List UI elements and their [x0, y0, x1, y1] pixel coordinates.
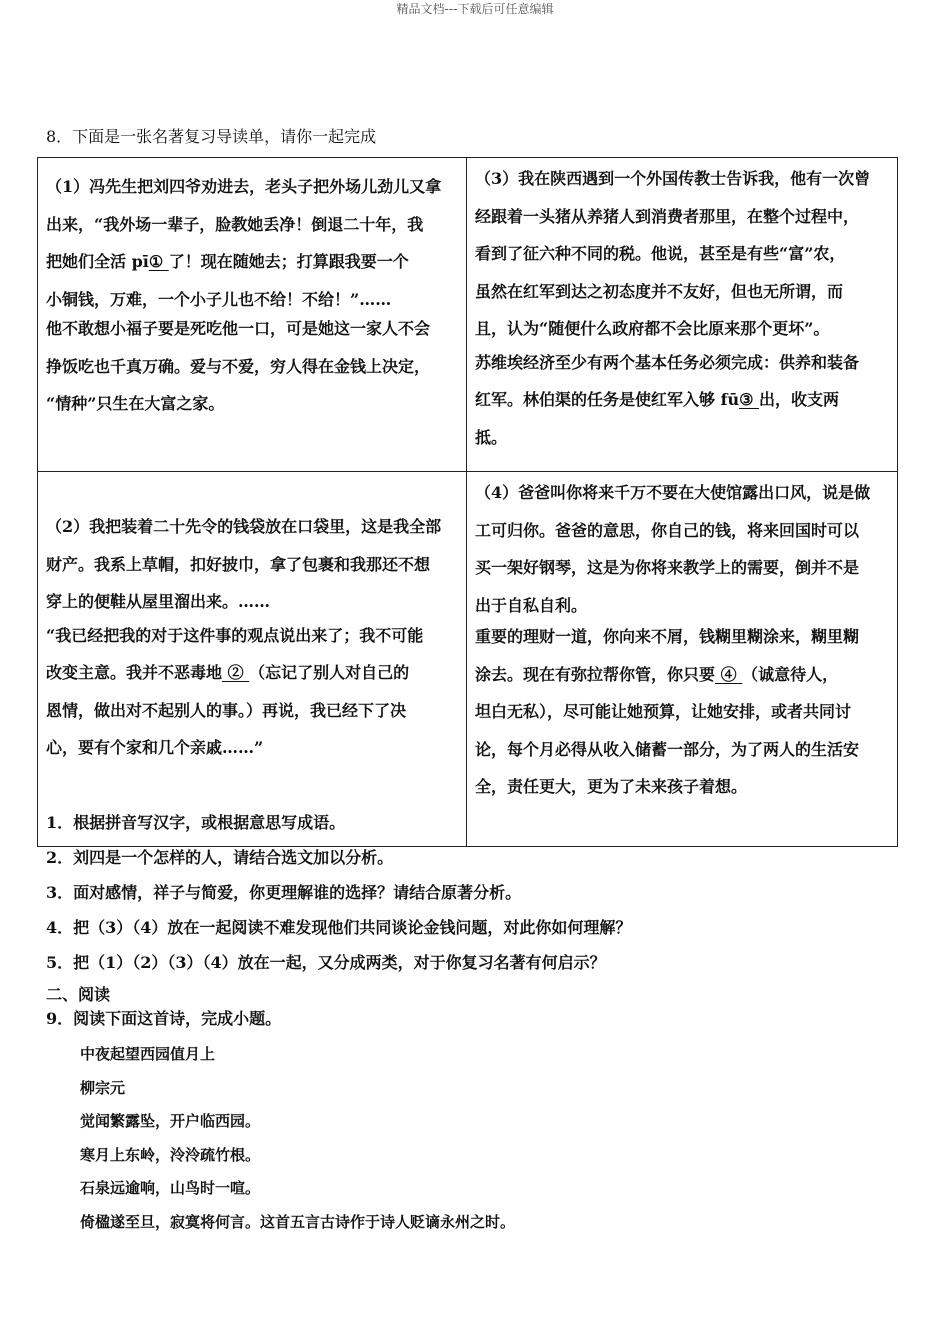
- poem: [80, 1038, 515, 1239]
- text-line: 恩情，做出对不起别人的事。）再说，我已经下了决: [46, 700, 407, 720]
- text-line: 重要的理财一道，你向来不屑，钱糊里糊涂来，糊里糊: [475, 627, 860, 646]
- text-line: 穿上的便鞋从屋里溜出来。……: [46, 592, 271, 611]
- text-line: 他不敢想小福子要是死吃他一口，可是她这一家人不会: [46, 319, 431, 338]
- section-title: 二、阅读: [46, 985, 111, 1004]
- text-line: 红军。林伯渠的任务是使红军入够 fū③ 出，收支两: [475, 390, 840, 409]
- text-line: 挣饭吃也千真万确。爱与不爱，穷人得在金钱上决定，: [46, 356, 431, 376]
- page-header: 精品文档---下载后可任意编辑: [396, 2, 554, 16]
- review-guide-table: [37, 157, 898, 847]
- text-line: 全，责任更大，更为了未来孩子着想。: [475, 777, 748, 796]
- question-9-title: 9．阅读下面这首诗，完成小题。: [46, 1009, 282, 1028]
- sub-questions: [46, 805, 631, 980]
- text-line: （4）爸爸叫你将来千万不要在大使馆露出口风，说是做: [475, 483, 871, 502]
- poem-author: 柳宗元: [80, 1078, 126, 1097]
- text-line: “情种”只生在大富之家。: [46, 394, 225, 413]
- text-line: 虽然在红军到达之初态度并不友好，但也无所谓，而: [475, 281, 844, 301]
- blank-4: ④: [715, 664, 743, 684]
- sub-question: 2．刘四是一个怎样的人，请结合选文加以分析。: [46, 848, 394, 867]
- sub-question: 5．把（1）（2）（3）（4）放在一起，又分成两类，对于你复习名著有何启示？: [46, 953, 606, 972]
- text-line: 出来，“我外场一辈子，脸教她丢净！倒退二十年，我: [46, 214, 424, 234]
- blank-3: ③: [739, 390, 760, 409]
- text-line: 涂去。现在有弥拉帮你管，你只要 ④ （诚意待人，: [475, 664, 839, 684]
- text-line: 心，要有个家和几个亲戚……”: [46, 738, 264, 757]
- cell-excerpt-1: [38, 158, 467, 472]
- text-line: （3）我在陕西遇到一个外国传教士告诉我，他有一次曾: [475, 169, 871, 188]
- blank-2: ②: [222, 663, 250, 682]
- poem-line: 倚楹遂至旦，寂寞将何言。这首五言古诗作于诗人贬谪永州之时。: [80, 1212, 516, 1231]
- sub-question: 1．根据拼音写汉字，或根据意思写成语。: [46, 813, 346, 832]
- cell-excerpt-3: [467, 158, 898, 472]
- text-line: 小铜钱，万难，一个小子儿也不给！不给！”……: [46, 289, 392, 309]
- text-line: 抵。: [475, 427, 508, 447]
- poem-line: 石泉远逾响，山鸟时一喧。: [80, 1179, 261, 1197]
- text-line: 改变主意。我并不恶毒地 ② （忘记了别人对自己的: [46, 663, 410, 682]
- sub-question: 3．面对感情，祥子与简爱，你更理解谁的选择？请结合原著分析。: [46, 883, 522, 902]
- text-line: （2）我把装着二十先令的钱袋放在口袋里，这是我全部: [46, 517, 442, 536]
- text-line: “我已经把我的对于这件事的观点说出来了；我不可能: [46, 625, 424, 645]
- poem-line: 寒月上东岭，泠泠疏竹根。: [80, 1145, 261, 1164]
- text-line: （1）冯先生把刘四爷劝进去，老头子把外场儿劲儿又拿: [46, 177, 442, 196]
- poem-title: 中夜起望西园值月上: [80, 1045, 216, 1063]
- blank-1: ①: [148, 252, 169, 271]
- cell-excerpt-2: [38, 472, 467, 847]
- text-line: 苏维埃经济至少有两个基本任务必须完成：供养和装备: [475, 352, 860, 372]
- text-line: 工可归你。爸爸的意思，你自己的钱，将来回国时可以: [475, 520, 860, 540]
- text-line: 看到了征六种不同的税。他说，甚至是有些“富”农，: [475, 244, 846, 263]
- text-line: 买一架好钢琴，这是为你将来教学上的需要，倒并不是: [475, 558, 860, 577]
- text-line: 且，认为“随便什么政府都不会比原来那个更坏”。: [475, 319, 830, 338]
- sub-question: 4．把（3）（4）放在一起阅读不难发现他们共同谈论金钱问题，对此你如何理解？: [46, 918, 632, 937]
- text-line: 财产。我系上草帽，扣好披巾，拿了包裹和我那还不想: [46, 554, 431, 574]
- text-line: 把她们全活 pī① 了！现在随她去；打算跟我要一个: [46, 252, 409, 271]
- text-line: 出于自私自利。: [475, 595, 588, 615]
- text-line: 经跟着一头猪从养猪人到消费者那里，在整个过程中，: [475, 206, 860, 226]
- question-8-title: 8．下面是一张名著复习导读单，请你一起完成: [46, 127, 377, 146]
- text-line: 坦白无私），尽可能让她预算，让她安排，或者共同讨: [475, 702, 852, 721]
- cell-excerpt-4: [467, 472, 898, 847]
- poem-line: 觉闻繁露坠，开户临西园。: [80, 1112, 261, 1130]
- text-line: 论，每个月必得从收入储蓄一部分，为了两人的生活安: [475, 739, 860, 759]
